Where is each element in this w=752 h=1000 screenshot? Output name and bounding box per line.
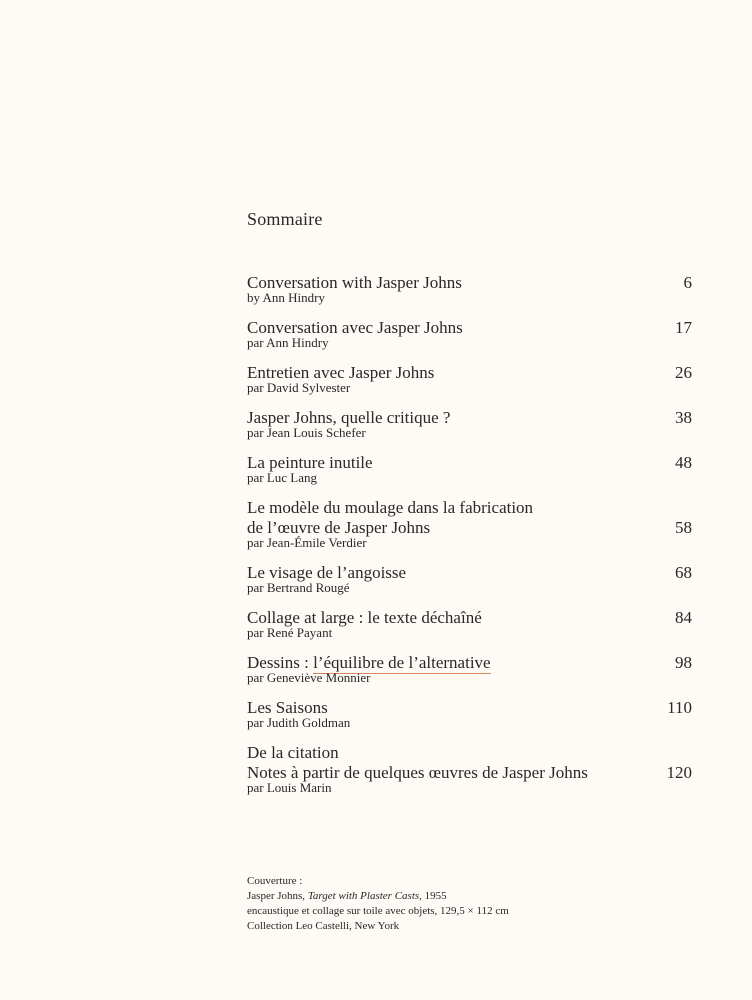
- toc-entry: [247, 743, 692, 795]
- toc-entry: [247, 563, 692, 595]
- entry-page-number: 120: [666, 763, 692, 782]
- caption-year: 1955: [421, 890, 447, 902]
- entry-page-number: 48: [675, 453, 692, 472]
- entry-author: par Jean-Émile Verdier: [247, 535, 367, 550]
- entry-author: par René Payant: [247, 625, 333, 640]
- entry-author: par Bertrand Rougé: [247, 580, 350, 595]
- entry-author: par Judith Goldman: [247, 715, 351, 730]
- toc-entry: [247, 653, 692, 685]
- toc-entry: [247, 273, 692, 305]
- entry-title: La peinture inutile: [247, 453, 373, 472]
- toc-entry: [247, 318, 692, 350]
- cover-caption: [247, 874, 509, 934]
- entry-title: Entretien avec Jasper Johns: [247, 363, 435, 382]
- entry-author: par Louis Marin: [247, 780, 332, 795]
- entry-title: Conversation avec Jasper Johns: [247, 318, 463, 337]
- entry-title: Conversation with Jasper Johns: [247, 273, 462, 292]
- entry-page-number: 68: [675, 563, 692, 582]
- entry-author: par Geneviève Monnier: [247, 670, 371, 685]
- entry-page-number: 84: [675, 608, 692, 627]
- entry-title: Le visage de l’angoisse: [247, 563, 407, 582]
- toc-entry: [247, 498, 692, 550]
- entry-author: par David Sylvester: [247, 380, 351, 395]
- caption-collection: Collection Leo Castelli, New York: [247, 920, 400, 932]
- entry-page-number: 98: [675, 653, 692, 672]
- entry-title-line-1: De la citation: [247, 743, 339, 762]
- toc-entry: [247, 698, 692, 730]
- entry-title-line-1: Le modèle du moulage dans la fabrication: [247, 498, 534, 517]
- toc-entry: [247, 408, 692, 440]
- caption-work-title: Target with Plaster Casts,: [307, 890, 422, 902]
- caption-artist: Jasper Johns,: [247, 890, 308, 902]
- entry-title: Les Saisons: [247, 698, 328, 717]
- entry-page-number: 110: [667, 698, 692, 717]
- entry-author: par Ann Hindry: [247, 335, 329, 350]
- entry-title-line-2: Notes à partir de quelques œuvres de Jasper Johns: [247, 763, 588, 782]
- page-title: Sommaire: [247, 209, 323, 229]
- entry-page-number: 58: [675, 518, 692, 537]
- entry-page-number: 26: [675, 363, 692, 382]
- entry-author: par Luc Lang: [247, 470, 318, 485]
- toc-entry: [247, 608, 692, 640]
- underlined-phrase: l’équilibre de l’alternative: [313, 653, 491, 672]
- entry-page-number: 17: [675, 318, 692, 337]
- entry-title-line-2: de l’œuvre de Jasper Johns: [247, 518, 431, 537]
- toc-entry: [247, 363, 692, 395]
- entry-author: by Ann Hindry: [247, 290, 325, 305]
- caption-label: Couverture :: [247, 875, 303, 887]
- entry-page-number: 6: [683, 273, 692, 292]
- toc-entry: [247, 453, 692, 485]
- entry-title: Collage at large : le texte déchaîné: [247, 608, 482, 627]
- entry-page-number: 38: [675, 408, 692, 427]
- entry-title-prefix: Dessins :: [247, 653, 314, 672]
- entry-author: par Jean Louis Schefer: [247, 425, 366, 440]
- caption-work-line: [247, 889, 509, 904]
- entry-title: Jasper Johns, quelle critique ?: [247, 408, 451, 427]
- caption-medium: encaustique et collage sur toile avec objets, 129,5 × 112 cm: [247, 905, 509, 917]
